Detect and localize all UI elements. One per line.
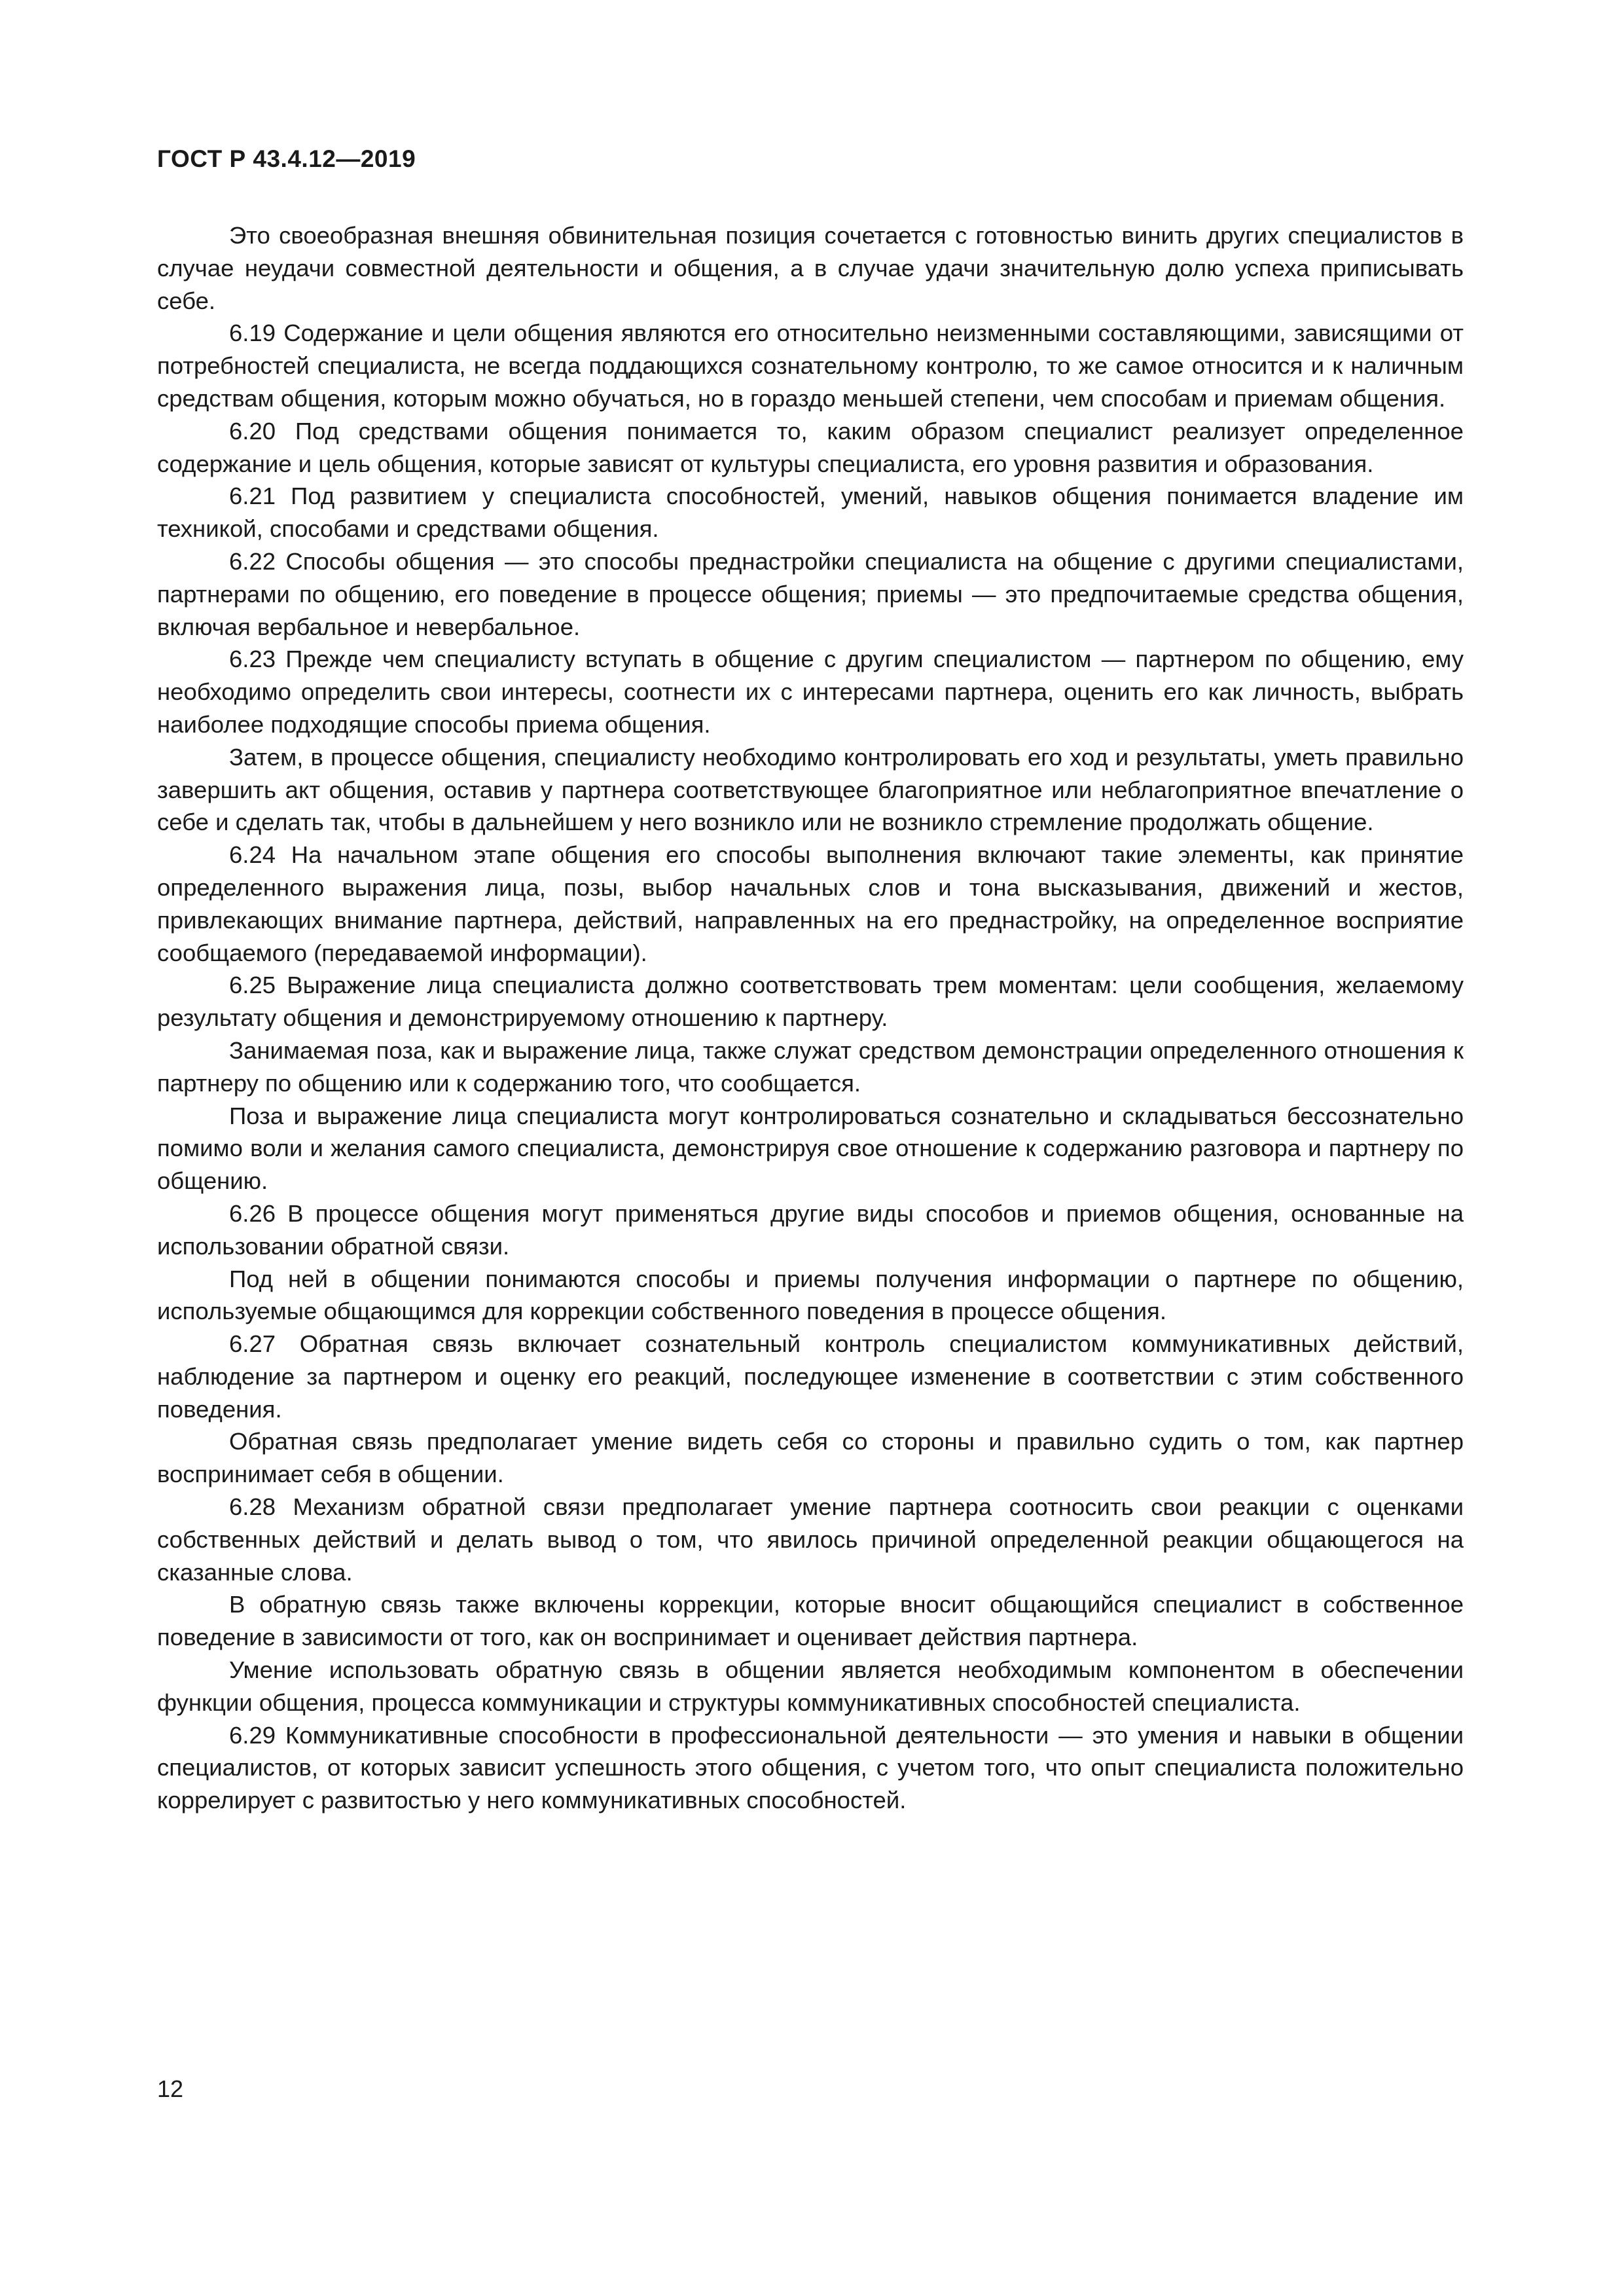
paragraph: Умение использовать обратную связь в общении является необходимым компонентом в обеспечении функции общения, процесса коммуникации и структуры коммуникативных способностей специалиста. [157,1656,1464,1716]
paragraph-6-26: 6.26 В процессе общения могут применяться другие виды способов и приемов общения, основанные на использовании обратной связи. [157,1199,1464,1260]
paragraph: В обратную связь также включены коррекции, которые вносит общающийся специалист в собственное поведение в зависимости от того, как он воспринимает и оценивает действия партнера. [157,1591,1464,1651]
paragraph-6-22: 6.22 Способы общения — это способы преднастройки специалиста на общение с другими специалистами, партнерами по общению, его поведение в процессе общения; приемы — это предпочитаемые средства общения, включая вербальное и невербальное. [157,547,1464,640]
paragraph: Это своеобразная внешняя обвинительная позиция сочетается с готовностью винить других специалистов в случае неудачи совместной деятельности и общения, а в случае удачи значительную долю успеха приписывать себе. [157,222,1464,314]
paragraph: Поза и выражение лица специалиста могут контролироваться сознательно и складываться бессознательно помимо воли и желания самого специалиста, демонстрируя свое отношение к содержанию разговора и партнеру по общению. [157,1102,1464,1195]
paragraph-6-29: 6.29 Коммуникативные способности в профессиональной деятельности — это умения и навыки в общении специалистов, от которых зависит успешность этого общения, с учетом того, что опыт специалиста положительно коррелирует с развитостью у него коммуникативных способностей. [157,1721,1464,1814]
paragraph: Занимаемая поза, как и выражение лица, также служат средством демонстрации определенного отношения к партнеру по общению или к содержанию того, что сообщается. [157,1036,1464,1097]
paragraph-6-25: 6.25 Выражение лица специалиста должно соответствовать трем моментам: цели сообщения, желаемому результату общения и демонстрируемому отношению к партнеру. [157,972,1464,1032]
paragraph: Затем, в процессе общения, специалисту необходимо контролировать его ход и результаты, уметь правильно завершить акт общения, оставив у партнера соответствующее благоприятное или неблагоприятное впечатление о себе и сделать так, чтобы в дальнейшем у него возникло или не возникло стремление продолжать общение. [157,743,1464,836]
paragraph-6-21: 6.21 Под развитием у специалиста способностей, умений, навыков общения понимается владение им техникой, способами и средствами общения. [157,483,1464,543]
paragraph-6-24: 6.24 На начальном этапе общения его способы выполнения включают такие элементы, как принятие определенного выражения лица, позы, выбор начальных слов и тона высказывания, движений и жестов, привлекающих внимание партнера, действий, направленных на его преднастройку, на определенное восприятие сообщаемого (передаваемой информации). [157,841,1464,966]
paragraph-6-23: 6.23 Прежде чем специалисту вступать в общение с другим специалистом — партнером по общению, ему необходимо определить свои интересы, соотнести их с интересами партнера, оценить его как личность, выбрать наиболее подходящие способы приема общения. [157,646,1464,738]
paragraph-6-27: 6.27 Обратная связь включает сознательный контроль специалистом коммуникативных действий, наблюдение за партнером и оценку его реакций, последующее изменение в соответствии с этим собственного поведения. [157,1330,1464,1423]
paragraph: Под ней в общении понимаются способы и приемы получения информации о партнере по общению, используемые общающимся для коррекции собственного поведения в процессе общения. [157,1265,1464,1325]
document-body [157,219,1464,1817]
paragraph-6-20: 6.20 Под средствами общения понимается то, каким образом специалист реализует определенное содержание и цель общения, которые зависят от культуры специалиста, его уровня развития и образования. [157,417,1464,477]
paragraph-6-19: 6.19 Содержание и цели общения являются его относительно неизменными составляющими, зависящими от потребностей специалиста, не всегда поддающихся сознательному контролю, то же самое относится и к наличным средствам общения, которым можно обучаться, но в гораздо меньшей степени, чем способам и приемам общения. [157,319,1464,412]
paragraph-6-28: 6.28 Механизм обратной связи предполагает умение партнера соотносить свои реакции с оценками собственных действий и делать вывод о том, что явилось причиной определенной реакции общающегося на сказанные слова. [157,1493,1464,1586]
document-code-header: ГОСТ Р 43.4.12—2019 [157,145,416,172]
paragraph: Обратная связь предполагает умение видеть себя со стороны и правильно судить о том, как партнер воспринимает себя в общении. [157,1428,1464,1488]
page-number: 12 [157,2075,184,2102]
